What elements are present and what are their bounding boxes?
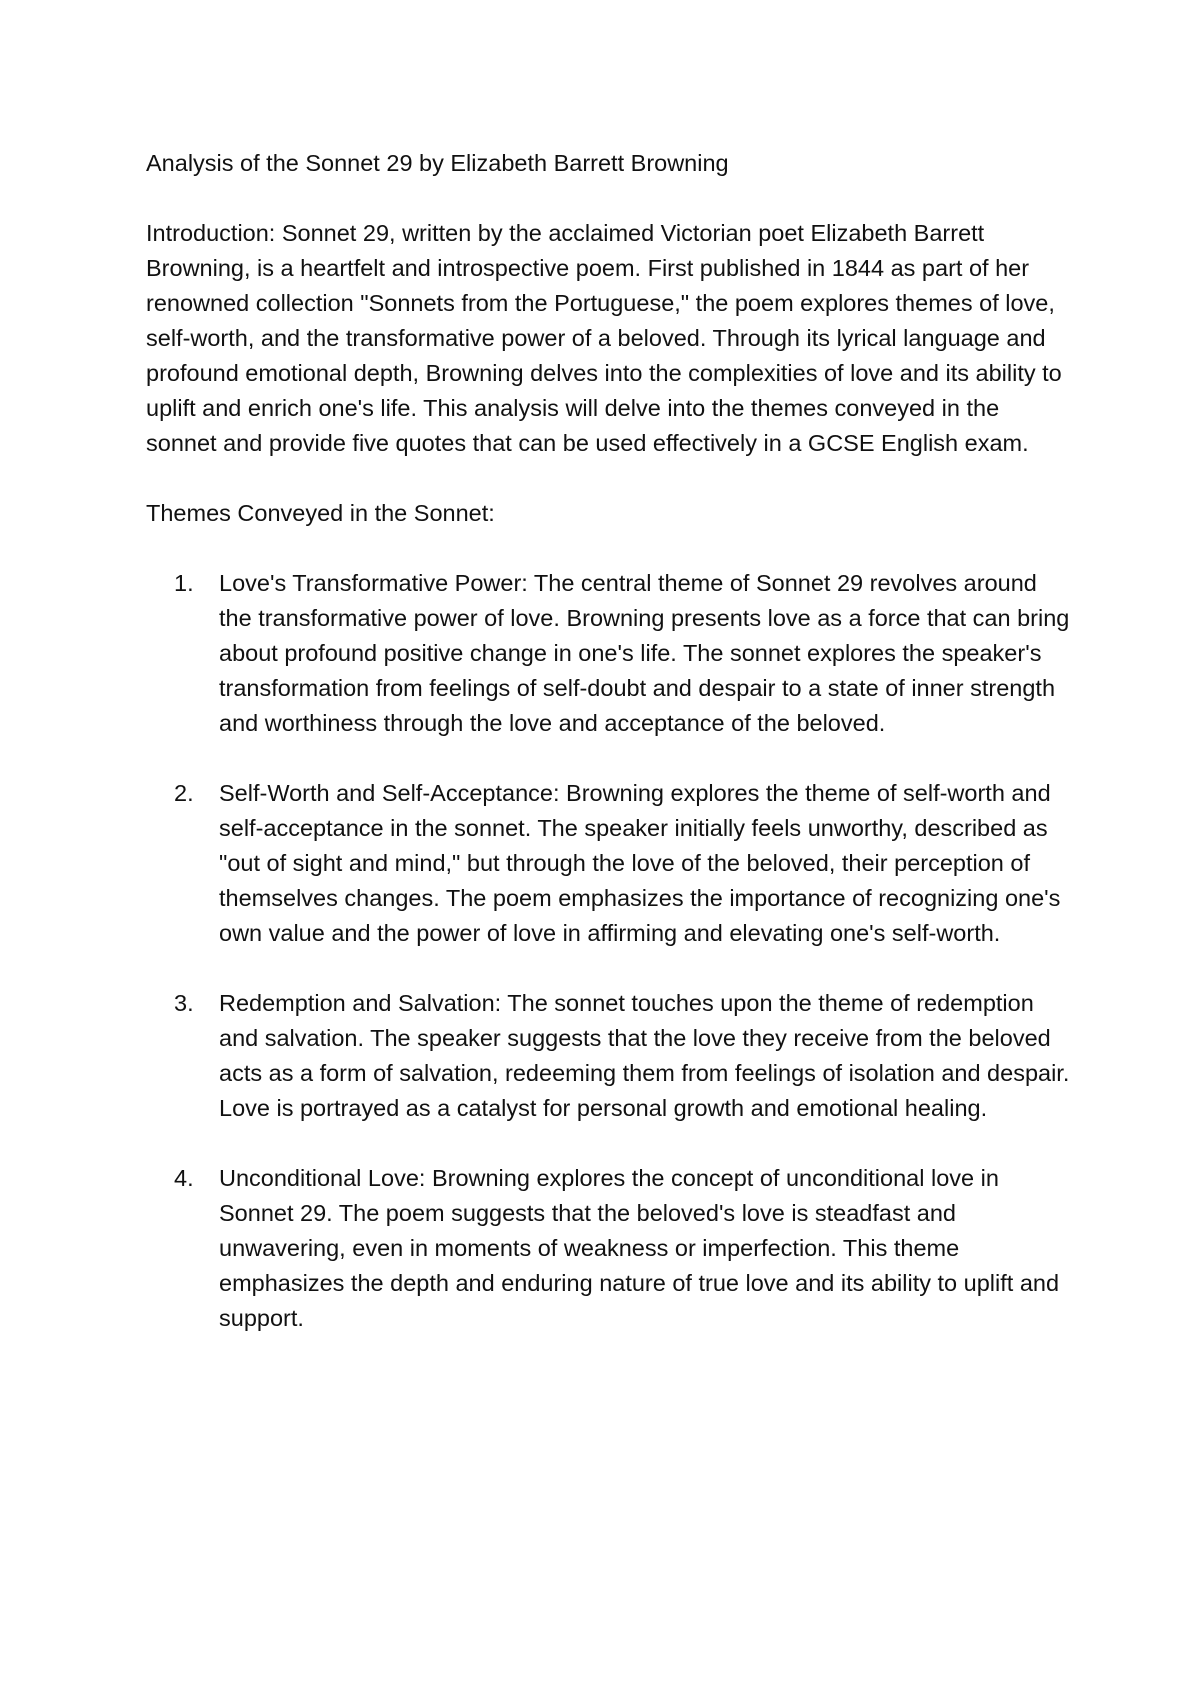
document-body bbox=[146, 146, 1076, 1371]
theme-text: Love's Transformative Power: The central theme of Sonnet 29 revolves around the transformative power of love. Browning presents love as a force that can bring about profound positive change in one's life. The sonnet explores the speaker's transformation from feelings of self-doubt and despair to a state of inner strength and worthiness through the love and acceptance of the beloved. bbox=[219, 570, 1070, 736]
theme-text: Redemption and Salvation: The sonnet touches upon the theme of redemption and salvation. The speaker suggests that the love they receive from the beloved acts as a form of salvation, redeeming them from feelings of isolation and despair. Love is portrayed as a catalyst for personal growth and emotional healing. bbox=[219, 990, 1070, 1121]
theme-text: Unconditional Love: Browning explores the concept of unconditional love in Sonnet 29. The poem suggests that the beloved's love is steadfast and unwavering, even in moments of weakness or imperfection. This theme emphasizes the depth and enduring nature of true love and its ability to uplift and support. bbox=[219, 1165, 1060, 1331]
list-number: 4. bbox=[174, 1165, 194, 1191]
theme-item-4 bbox=[146, 1161, 1076, 1336]
theme-item-3 bbox=[146, 986, 1076, 1126]
theme-text: Self-Worth and Self-Acceptance: Browning explores the theme of self-worth and self-acceptance in the sonnet. The speaker initially feels unworthy, described as "out of sight and mind," but through the love of the beloved, their perception of themselves changes. The poem emphasizes the importance of recognizing one's own value and the power of love in affirming and elevating one's self-worth. bbox=[219, 780, 1061, 946]
list-number: 1. bbox=[174, 570, 194, 596]
list-number: 3. bbox=[174, 990, 194, 1016]
document-title: Analysis of the Sonnet 29 by Elizabeth Barrett Browning bbox=[146, 150, 729, 176]
theme-item-1 bbox=[146, 566, 1076, 741]
themes-list bbox=[146, 566, 1076, 1336]
introduction-paragraph: Introduction: Sonnet 29, written by the acclaimed Victorian poet Elizabeth Barrett Browning, is a heartfelt and introspective poem. First published in 1844 as part of her renowned collection "Sonnets from the Portuguese," the poem explores themes of love, self-worth, and the transformative power of a beloved. Through its lyrical language and profound emotional depth, Browning delves into the complexities of love and its ability to uplift and enrich one's life. This analysis will delve into the themes conveyed in the sonnet and provide five quotes that can be used effectively in a GCSE English exam. bbox=[146, 220, 1062, 456]
themes-heading: Themes Conveyed in the Sonnet: bbox=[146, 500, 495, 526]
list-number: 2. bbox=[174, 780, 194, 806]
theme-item-2 bbox=[146, 776, 1076, 951]
